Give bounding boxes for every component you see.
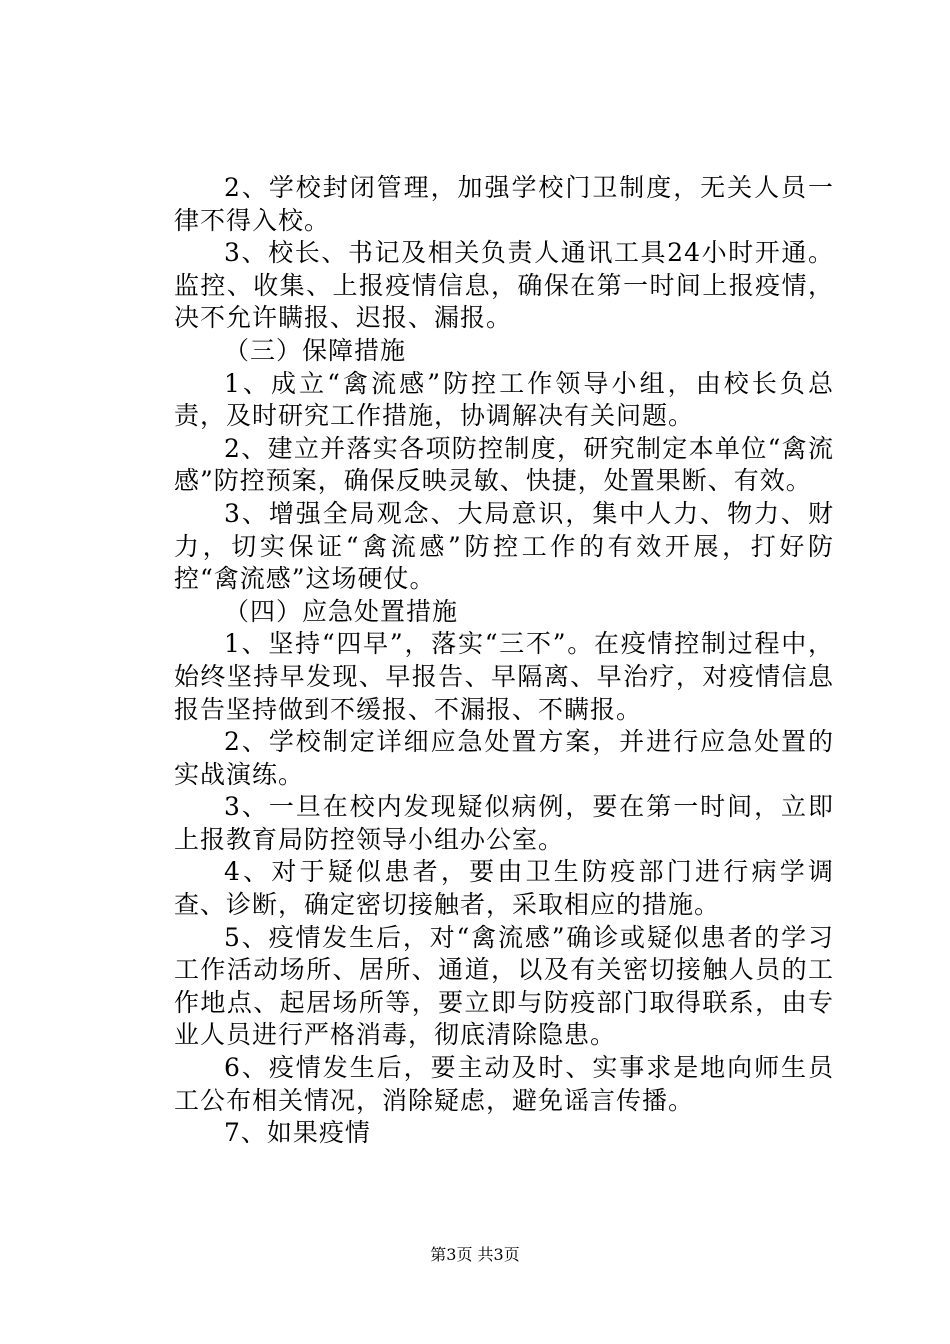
document-body [174, 172, 834, 1150]
paragraph: 7、如果疫情 [224, 1118, 371, 1148]
paragraph: 2、学校制定详细应急处置方案，并进行应急处置的实战演练。 [174, 727, 834, 789]
paragraph: 2、学校封闭管理，加强学校门卫制度，无关人员一律不得入校。 [174, 173, 834, 235]
page-footer: 第3页 共3页 [430, 1245, 520, 1264]
section-heading: （四）应急处置措施 [224, 596, 459, 626]
paragraph: 2、建立并落实各项防控制度，研究制定本单位“禽流感”防控预案，确保反映灵敏、快捷，处置果断、有效。 [174, 433, 834, 496]
paragraph: 6、疫情发生后，要主动及时、实事求是地向师生员工公布相关情况，消除疑虑，避免谣言传播。 [174, 1053, 834, 1115]
paragraph: 3、一旦在校内发现疑似病例，要在第一时间，立即上报教育局防控领导小组办公室。 [174, 792, 834, 854]
paragraph: 1、成立“禽流感”防控工作领导小组，由校长负总责，及时研究工作措施，协调解决有关问题。 [174, 368, 834, 431]
paragraph: 3、校长、书记及相关负责人通讯工具24小时开通。监控、收集、上报疫情信息，确保在第一时间上报疫情，决不允许瞒报、迟报、漏报。 [174, 238, 834, 333]
paragraph: 3、增强全局观念、大局意识，集中人力、物力、财力，切实保证“禽流感”防控工作的有效开展，打好防控“禽流感”这场硬仗。 [174, 498, 834, 594]
section-heading: （三）保障措施 [224, 335, 407, 365]
paragraph: 4、对于疑似患者，要由卫生防疫部门进行病学调查、诊断，确定密切接触者，采取相应的措施。 [174, 857, 834, 920]
paragraph: 1、坚持“四早”，落实“三不”。在疫情控制过程中，始终坚持早发现、早报告、早隔离、早治疗，对疫情信息报告坚持做到不缓报、不漏报、不瞒报。 [174, 629, 834, 724]
paragraph: 5、疫情发生后，对“禽流感”确诊或疑似患者的学习工作活动场所、居所、通道，以及有关密切接触人员的工作地点、起居场所等，要立即与防疫部门取得联系，由专业人员进行严格消毒，彻底清除隐患。 [174, 922, 834, 1050]
